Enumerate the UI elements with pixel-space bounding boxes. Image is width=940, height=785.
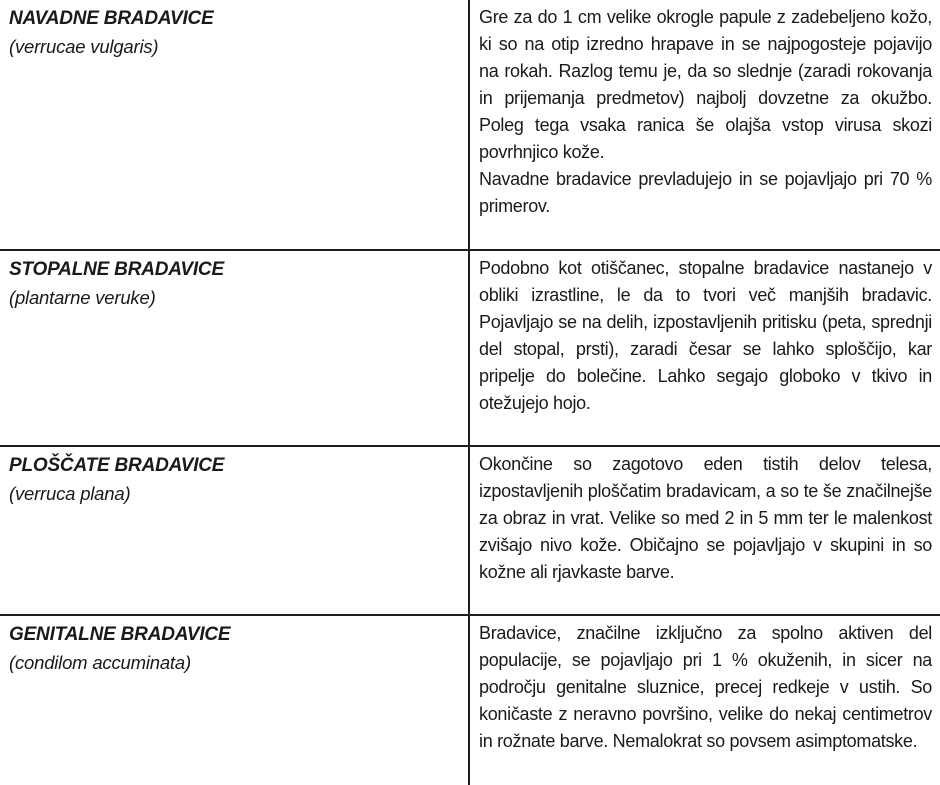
wart-type-title: PLOŠČATE BRADAVICE: [9, 455, 225, 476]
wart-latin-name: (condilom accuminata): [9, 652, 191, 673]
row-header-cell: [0, 616, 470, 785]
description-paragraph: Okončine so zagotovo eden tistih delov telesa, izpostavljenih ploščatim bradavicam, a so te še značilnejše za obraz in vrat. Velike so med 2 in 5 mm ter le malenkost zvišajo nivo kože. Običajno se pojavljajo v skupini in so kožne ali rjavkaste barve.: [479, 454, 932, 582]
row-description-cell: [470, 0, 940, 249]
wart-latin-name: (verruca plana): [9, 483, 131, 504]
description-paragraph: Gre za do 1 cm velike okrogle papule z zadebeljeno kožo, ki so na otip izredno hrapave in se najpogosteje pojavijo na rokah. Razlog temu je, da so slednje (zaradi rokovanja in prijemanja predmetov) najbolj dovzetne za okužbo. Poleg tega vsaka ranica še olajša vstop virusa skozi povrhnjico kože.: [479, 7, 932, 162]
wart-type-title: NAVADNE BRADAVICE: [9, 8, 214, 29]
table-row-stopalne-bradavice: [0, 251, 940, 447]
wart-latin-name: (verrucae vulgaris): [9, 36, 159, 57]
description-paragraph: Navadne bradavice prevladujejo in se pojavljajo pri 70 % primerov.: [479, 169, 932, 216]
row-description-cell: [470, 447, 940, 614]
wart-type-title: GENITALNE BRADAVICE: [9, 624, 231, 645]
wart-latin-name: (plantarne veruke): [9, 287, 156, 308]
table-row-genitalne-bradavice: [0, 616, 940, 785]
row-description-cell: [470, 251, 940, 445]
wart-type-title: STOPALNE BRADAVICE: [9, 259, 224, 280]
description-paragraph: Bradavice, značilne izključno za spolno aktiven del populacije, se pojavljajo pri 1 % okuženih, in sicer na področju genitalne sluznice, precej redkeje v ustih. So koničaste z neravno površino, velike do nekaj centimetrov in rožnate barve. Nemalokrat so povsem asimptomatske.: [479, 623, 932, 751]
description-paragraph: Podobno kot otiščanec, stopalne bradavice nastanejo v obliki izrastline, le da to tvori več manjših bradavic. Pojavljajo se na delih, izpostavljenih pritisku (peta, sprednji del stopal, prsti), zaradi česar se lahko sploščijo, kar pripelje do bolečine. Lahko segajo globoko v tkivo in otežujejo hojo.: [479, 258, 932, 413]
row-header-cell: [0, 0, 470, 249]
row-description-cell: [470, 616, 940, 785]
table-row-ploscate-bradavice: [0, 447, 940, 616]
table-row-navadne-bradavice: [0, 0, 940, 251]
row-header-cell: [0, 447, 470, 614]
row-header-cell: [0, 251, 470, 445]
